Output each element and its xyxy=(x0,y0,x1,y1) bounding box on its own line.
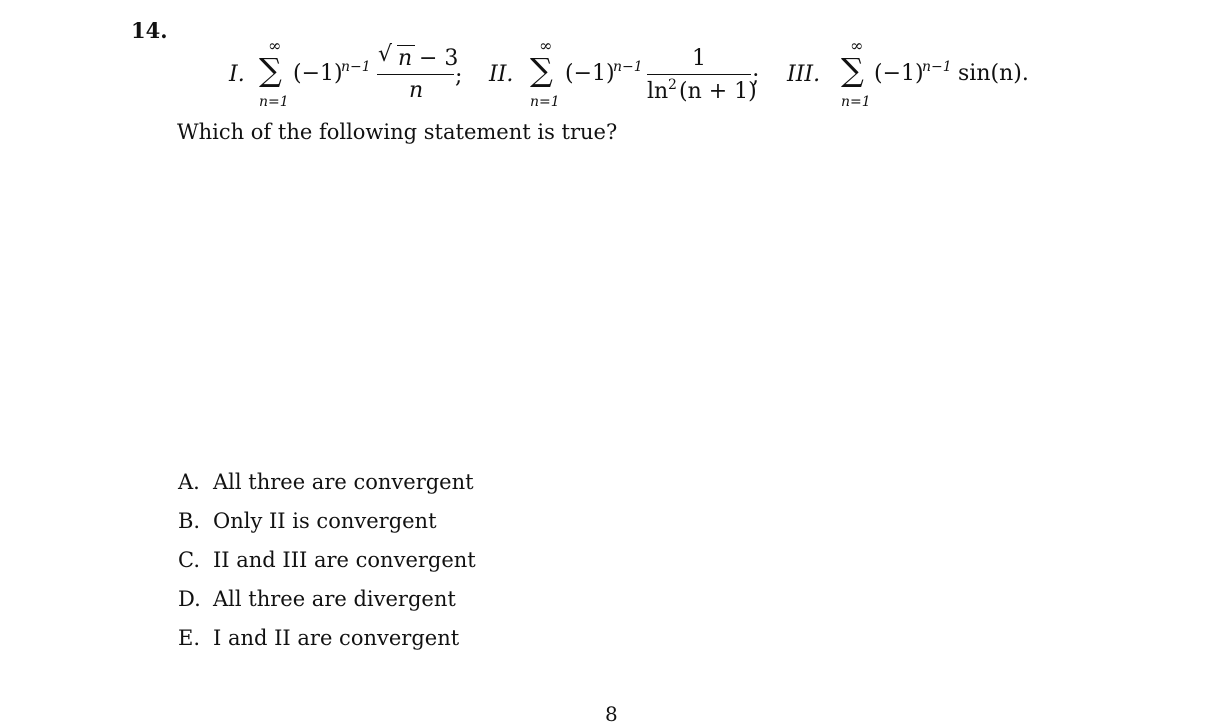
series-2-numerator: 1 xyxy=(692,46,706,71)
series-1-fraction-bar xyxy=(377,74,454,75)
option-letter: B. xyxy=(178,509,201,533)
option-text: All three are divergent xyxy=(213,587,456,611)
series-2-denominator-power: 2 xyxy=(668,77,677,93)
option-b[interactable] xyxy=(178,509,476,548)
option-text: II and III are convergent xyxy=(213,548,476,572)
option-text: I and II are convergent xyxy=(213,626,460,650)
series-2-label: II. xyxy=(489,62,514,87)
series-1-denominator: n xyxy=(409,78,424,103)
page-number: 8 xyxy=(605,702,618,726)
option-letter: C. xyxy=(178,548,200,572)
option-letter: D. xyxy=(178,587,201,611)
series-2-trailing: ; xyxy=(752,64,760,89)
series-2-lower-limit: n=1 xyxy=(530,94,560,110)
series-1-label: I. xyxy=(229,62,245,87)
option-c[interactable] xyxy=(178,548,476,587)
series-row xyxy=(0,36,1224,116)
answer-options xyxy=(178,470,476,665)
series-1-sqrt-sign: √ xyxy=(378,42,393,67)
series-3-sigma: ∑ xyxy=(841,51,864,89)
series-2-denominator-arg: (n + 1) xyxy=(679,79,757,104)
option-d[interactable] xyxy=(178,587,476,626)
series-1-lower-limit: n=1 xyxy=(259,94,289,110)
question-number: 14. xyxy=(131,18,168,43)
option-text: All three are convergent xyxy=(213,470,474,494)
series-1-numerator-rest: − 3 xyxy=(419,46,459,71)
series-2-term: (−1) xyxy=(565,61,615,86)
option-letter: E. xyxy=(178,626,201,650)
question-prompt: Which of the following statement is true? xyxy=(177,120,618,144)
series-3-lower-limit: n=1 xyxy=(841,94,871,110)
series-2-upper-limit: ∞ xyxy=(539,36,553,55)
series-2-denominator-fn: ln xyxy=(647,79,669,104)
series-1-upper-limit: ∞ xyxy=(268,36,282,55)
series-3-term: (−1) xyxy=(874,61,924,86)
series-1-sigma: ∑ xyxy=(259,51,282,89)
series-3-tail: sin(n). xyxy=(958,61,1029,86)
option-a[interactable] xyxy=(178,470,476,509)
series-2-sigma: ∑ xyxy=(530,51,553,89)
series-3-upper-limit: ∞ xyxy=(850,36,864,55)
option-text: Only II is convergent xyxy=(213,509,437,533)
series-1-numerator-radicand: n xyxy=(398,46,413,71)
series-1-trailing: ; xyxy=(455,64,463,89)
series-1-exponent: n−1 xyxy=(341,59,371,75)
series-2-exponent: n−1 xyxy=(613,59,643,75)
series-3-label: III. xyxy=(787,62,821,87)
series-3-exponent: n−1 xyxy=(922,59,952,75)
option-letter: A. xyxy=(178,470,200,494)
option-e[interactable] xyxy=(178,626,476,665)
series-2-fraction-bar xyxy=(647,74,751,75)
series-1-term: (−1) xyxy=(293,61,343,86)
